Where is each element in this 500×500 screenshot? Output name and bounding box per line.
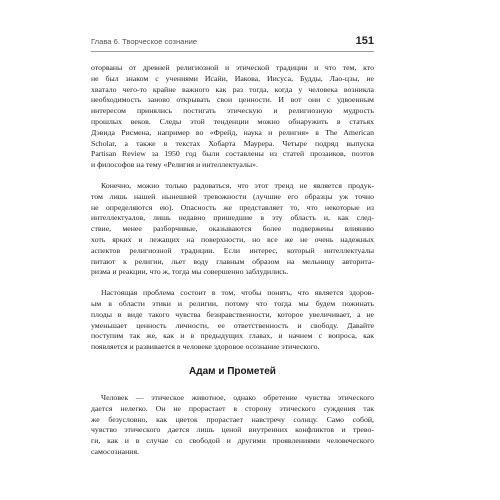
paragraph xyxy=(91,393,374,458)
text-line: же безусловно, как цветок прорастает навстречу солнцу. Само собой, xyxy=(91,414,374,424)
text-line: том лишь нашей нынешней тревожности (лучшие его образцы уж точно xyxy=(91,191,374,201)
text-line: поступим так же, как и в предыдущих главах, и начнем с вопроса, как xyxy=(91,331,374,341)
paragraph xyxy=(91,181,374,278)
text-line: интеллектуалов, лишь недавно пришедшие в эту область и, как след- xyxy=(91,213,374,223)
text-line: ги, как и в случае со свободой и другими проявлениями человеческого xyxy=(91,436,374,446)
text-line: аспектов религиозной традиции. Если интерес, который интеллектуалы xyxy=(91,245,374,255)
header-divider xyxy=(91,51,374,52)
text-line: самосознания. xyxy=(91,446,139,456)
text-line: не был знаком с учениями Исайи, Иакова, Иисуса, Будды, Лао-цзы, не xyxy=(91,73,374,83)
text-line: уменьшает ценность личности, ее ответственность и свободу. Давайте xyxy=(91,320,374,330)
paragraph xyxy=(91,63,374,171)
text-line: прошлых веков. Следы этой тенденции можно обнаружить в статьях xyxy=(91,116,374,126)
text-line: Человек — этическое животное, однако обретение чувства этического xyxy=(101,392,374,402)
text-line: Дэвида Рисмена, например во «Фрейд, наука и религия» в The American xyxy=(91,127,374,137)
paragraph xyxy=(91,288,374,353)
text-line: и философов на тему «Религия и интеллектуалы». xyxy=(91,160,258,170)
text-line: чувство этического дается лишь ценой внутренних конфликтов и трево- xyxy=(91,425,374,435)
text-line: дается нелегко. Он не прорастает в сторону этического суждения так xyxy=(91,403,374,413)
text-line: ствие, менее разборчивые, оказываются более подвержены влиянию xyxy=(91,224,374,234)
text-line: необходимость заново открывать свои ценности. И вот они с удвоенным xyxy=(91,95,374,105)
text-line: Partisan Review за 1950 год были составлены из статей прозаиков, поэтов xyxy=(91,149,374,159)
page-number: 151 xyxy=(355,35,374,47)
text-line: Scholar, а также в текстах Хобарта Маурера. Четыре подряд выпуска xyxy=(91,138,374,148)
text-line: ризма и реакции, что ж, тогда мы совершенно заблудились. xyxy=(91,267,289,277)
page-header xyxy=(91,36,374,52)
running-head: Глава 6. Творческое сознание xyxy=(91,37,198,46)
text-line: интересом принялись постигать этическую и религиозную мудрость xyxy=(91,106,374,116)
text-line: появляется и развивается в человеке здоровое осознание этического. xyxy=(91,342,320,352)
text-line: плоды в виде такого чувства безнравственности, которое увеличивает, а не xyxy=(91,309,374,319)
text-line: Конечно, можно только радоваться, что этот тренд не является продук- xyxy=(101,180,374,190)
text-line: хватало чего-то крайне важного как раз тогда, когда у человека возникла xyxy=(91,84,374,94)
text-line: питают к религии, льет воду главным образом на мельницу авторита- xyxy=(91,256,374,266)
section-heading: Адам и Прометей xyxy=(189,365,276,377)
text-line: ым в области этики и религии, потому что тогда мы будем пожинать xyxy=(91,298,374,308)
text-line: оторваны от древней религиозной и этической традиции и что тем, кто xyxy=(91,63,374,72)
page-body xyxy=(91,63,374,458)
text-line: Настоящая проблема состоит в том, чтобы понять, что является здоров- xyxy=(101,288,374,298)
text-line: не определяются ею). Опасность же представляет то, что некоторые из xyxy=(91,202,374,212)
text-line: хоть ярких и лежащих на поверхности, но все же не очень надежных xyxy=(91,234,374,244)
